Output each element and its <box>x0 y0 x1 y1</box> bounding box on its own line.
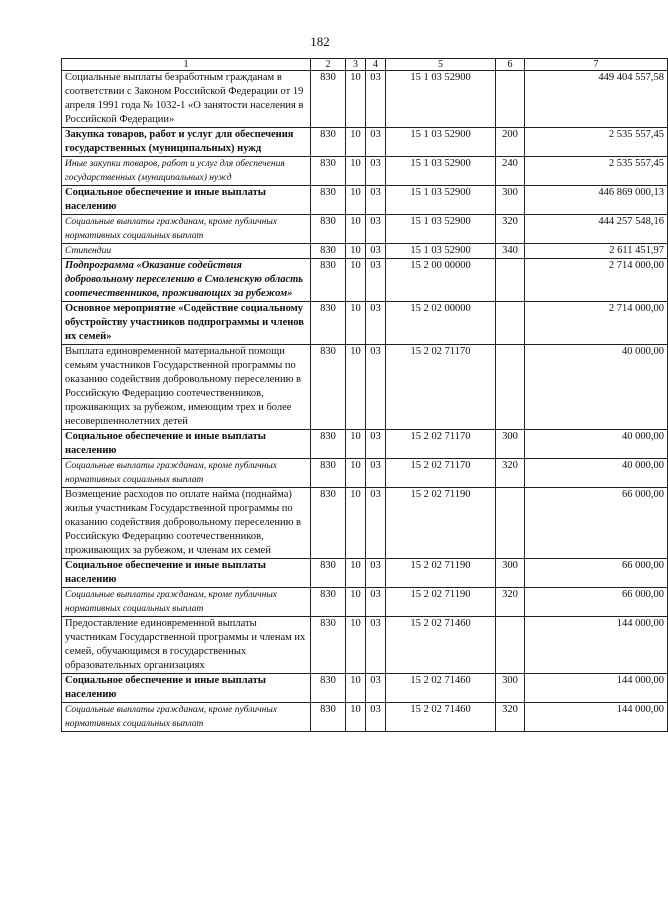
row-expense-type-cell: 300 <box>496 430 525 459</box>
table-row <box>62 186 668 215</box>
header-cell: 5 <box>386 59 496 71</box>
row-amount-cell: 2 714 000,00 <box>525 259 668 302</box>
row-admin-code-cell: 830 <box>311 157 346 186</box>
row-target-code-cell: 15 2 00 00000 <box>386 259 496 302</box>
row-admin-code-cell: 830 <box>311 674 346 703</box>
table-row <box>62 157 668 186</box>
table-body <box>62 59 668 732</box>
row-admin-code-cell: 830 <box>311 345 346 430</box>
row-target-code-cell: 15 1 03 52900 <box>386 244 496 259</box>
header-cell: 4 <box>366 59 386 71</box>
table-row <box>62 488 668 559</box>
row-expense-type-cell: 300 <box>496 674 525 703</box>
row-amount-cell: 144 000,00 <box>525 617 668 674</box>
row-subsection-cell: 03 <box>366 703 386 732</box>
row-name-cell: Выплата единовременной материальной помощи семьям участников Государственной программы по оказанию содействия добровольному переселению в Российскую Федерацию соотечественников, проживающих за рубежом, имеющим трех и более несовершеннолетних детей <box>62 345 311 430</box>
row-subsection-cell: 03 <box>366 345 386 430</box>
row-target-code-cell: 15 1 03 52900 <box>386 186 496 215</box>
row-section-cell: 10 <box>346 430 366 459</box>
row-expense-type-cell <box>496 302 525 345</box>
row-section-cell: 10 <box>346 617 366 674</box>
row-amount-cell: 144 000,00 <box>525 674 668 703</box>
row-target-code-cell: 15 2 02 71190 <box>386 588 496 617</box>
table-row <box>62 559 668 588</box>
row-amount-cell: 40 000,00 <box>525 345 668 430</box>
row-section-cell: 10 <box>346 215 366 244</box>
row-name-cell: Социальные выплаты гражданам, кроме публичных нормативных социальных выплат <box>62 215 311 244</box>
row-section-cell: 10 <box>346 559 366 588</box>
row-expense-type-cell <box>496 345 525 430</box>
row-section-cell: 10 <box>346 259 366 302</box>
table-row <box>62 259 668 302</box>
row-subsection-cell: 03 <box>366 157 386 186</box>
table-header-row <box>62 59 668 71</box>
row-section-cell: 10 <box>346 703 366 732</box>
row-section-cell: 10 <box>346 71 366 128</box>
row-expense-type-cell: 340 <box>496 244 525 259</box>
row-subsection-cell: 03 <box>366 128 386 157</box>
row-subsection-cell: 03 <box>366 588 386 617</box>
row-expense-type-cell: 320 <box>496 459 525 488</box>
row-section-cell: 10 <box>346 186 366 215</box>
row-target-code-cell: 15 2 02 00000 <box>386 302 496 345</box>
row-expense-type-cell <box>496 488 525 559</box>
row-subsection-cell: 03 <box>366 302 386 345</box>
header-cell: 2 <box>311 59 346 71</box>
row-target-code-cell: 15 1 03 52900 <box>386 71 496 128</box>
row-amount-cell: 2 611 451,97 <box>525 244 668 259</box>
row-section-cell: 10 <box>346 488 366 559</box>
row-expense-type-cell: 200 <box>496 128 525 157</box>
header-cell: 6 <box>496 59 525 71</box>
row-admin-code-cell: 830 <box>311 488 346 559</box>
table-row <box>62 674 668 703</box>
row-admin-code-cell: 830 <box>311 430 346 459</box>
row-amount-cell: 40 000,00 <box>525 459 668 488</box>
row-admin-code-cell: 830 <box>311 71 346 128</box>
row-expense-type-cell: 300 <box>496 559 525 588</box>
row-admin-code-cell: 830 <box>311 559 346 588</box>
row-name-cell: Социальное обеспечение и иные выплаты населению <box>62 559 311 588</box>
row-amount-cell: 449 404 557,58 <box>525 71 668 128</box>
row-name-cell: Подпрограмма «Оказание содействия добровольному переселению в Смоленскую область соотечественников, проживающих за рубежом» <box>62 259 311 302</box>
row-amount-cell: 40 000,00 <box>525 430 668 459</box>
row-target-code-cell: 15 2 02 71170 <box>386 430 496 459</box>
table-row <box>62 617 668 674</box>
table-row <box>62 430 668 459</box>
row-expense-type-cell <box>496 259 525 302</box>
row-target-code-cell: 15 2 02 71190 <box>386 488 496 559</box>
row-expense-type-cell <box>496 71 525 128</box>
row-section-cell: 10 <box>346 588 366 617</box>
row-subsection-cell: 03 <box>366 559 386 588</box>
row-name-cell: Социальные выплаты гражданам, кроме публичных нормативных социальных выплат <box>62 459 311 488</box>
row-name-cell: Социальные выплаты гражданам, кроме публичных нормативных социальных выплат <box>62 588 311 617</box>
row-name-cell: Социальное обеспечение и иные выплаты населению <box>62 674 311 703</box>
row-target-code-cell: 15 1 03 52900 <box>386 128 496 157</box>
row-subsection-cell: 03 <box>366 186 386 215</box>
row-target-code-cell: 15 1 03 52900 <box>386 215 496 244</box>
row-name-cell: Основное мероприятие «Содействие социальному обустройству участников подпрограммы и членов их семей» <box>62 302 311 345</box>
row-target-code-cell: 15 1 03 52900 <box>386 157 496 186</box>
page-number: 182 <box>310 34 330 49</box>
row-admin-code-cell: 830 <box>311 244 346 259</box>
row-section-cell: 10 <box>346 244 366 259</box>
row-admin-code-cell: 830 <box>311 259 346 302</box>
row-name-cell: Стипендии <box>62 244 311 259</box>
table-row <box>62 302 668 345</box>
row-expense-type-cell: 240 <box>496 157 525 186</box>
row-admin-code-cell: 830 <box>311 215 346 244</box>
row-section-cell: 10 <box>346 128 366 157</box>
row-name-cell: Возмещение расходов по оплате найма (поднайма) жилья участникам Государственной программы по оказанию содействия добровольному переселению в Российскую Федерацию соотечественников, проживающих за рубежом, и членам их семей <box>62 488 311 559</box>
header-cell: 7 <box>525 59 668 71</box>
row-amount-cell: 66 000,00 <box>525 588 668 617</box>
row-name-cell: Социальное обеспечение и иные выплаты населению <box>62 430 311 459</box>
row-subsection-cell: 03 <box>366 71 386 128</box>
row-name-cell: Иные закупки товаров, работ и услуг для обеспечения государственных (муниципальных) нужд <box>62 157 311 186</box>
header-cell: 1 <box>62 59 311 71</box>
row-amount-cell: 66 000,00 <box>525 559 668 588</box>
row-subsection-cell: 03 <box>366 430 386 459</box>
row-name-cell: Социальное обеспечение и иные выплаты населению <box>62 186 311 215</box>
row-admin-code-cell: 830 <box>311 617 346 674</box>
row-expense-type-cell <box>496 617 525 674</box>
row-target-code-cell: 15 2 02 71460 <box>386 674 496 703</box>
row-section-cell: 10 <box>346 674 366 703</box>
table-row <box>62 345 668 430</box>
row-amount-cell: 2 714 000,00 <box>525 302 668 345</box>
row-expense-type-cell: 320 <box>496 588 525 617</box>
table-row <box>62 588 668 617</box>
row-section-cell: 10 <box>346 459 366 488</box>
row-amount-cell: 446 869 000,13 <box>525 186 668 215</box>
row-target-code-cell: 15 2 02 71170 <box>386 459 496 488</box>
row-expense-type-cell: 320 <box>496 703 525 732</box>
table-row <box>62 459 668 488</box>
row-name-cell: Социальные выплаты гражданам, кроме публичных нормативных социальных выплат <box>62 703 311 732</box>
row-expense-type-cell: 300 <box>496 186 525 215</box>
row-target-code-cell: 15 2 02 71460 <box>386 617 496 674</box>
row-subsection-cell: 03 <box>366 617 386 674</box>
row-target-code-cell: 15 2 02 71460 <box>386 703 496 732</box>
row-subsection-cell: 03 <box>366 244 386 259</box>
table-row <box>62 703 668 732</box>
row-amount-cell: 444 257 548,16 <box>525 215 668 244</box>
row-section-cell: 10 <box>346 302 366 345</box>
header-cell: 3 <box>346 59 366 71</box>
row-amount-cell: 66 000,00 <box>525 488 668 559</box>
row-target-code-cell: 15 2 02 71190 <box>386 559 496 588</box>
row-section-cell: 10 <box>346 345 366 430</box>
row-subsection-cell: 03 <box>366 488 386 559</box>
row-amount-cell: 2 535 557,45 <box>525 128 668 157</box>
row-amount-cell: 144 000,00 <box>525 703 668 732</box>
row-expense-type-cell: 320 <box>496 215 525 244</box>
row-amount-cell: 2 535 557,45 <box>525 157 668 186</box>
row-admin-code-cell: 830 <box>311 128 346 157</box>
row-admin-code-cell: 830 <box>311 459 346 488</box>
row-admin-code-cell: 830 <box>311 302 346 345</box>
row-admin-code-cell: 830 <box>311 703 346 732</box>
row-subsection-cell: 03 <box>366 459 386 488</box>
table-row <box>62 215 668 244</box>
table-row <box>62 71 668 128</box>
row-subsection-cell: 03 <box>366 259 386 302</box>
table-row <box>62 128 668 157</box>
budget-table <box>61 58 668 732</box>
table-row <box>62 244 668 259</box>
row-name-cell: Предоставление единовременной выплаты участникам Государственной программы и членам их семей, обучающимся в государственных образовательных организациях <box>62 617 311 674</box>
row-subsection-cell: 03 <box>366 215 386 244</box>
row-name-cell: Закупка товаров, работ и услуг для обеспечения государственных (муниципальных) нужд <box>62 128 311 157</box>
row-admin-code-cell: 830 <box>311 186 346 215</box>
row-name-cell: Социальные выплаты безработным гражданам в соответствии с Законом Российской Федерации от 19 апреля 1991 года № 1032-1 «О занятости населения в Российской Федерации» <box>62 71 311 128</box>
row-section-cell: 10 <box>346 157 366 186</box>
row-admin-code-cell: 830 <box>311 588 346 617</box>
row-subsection-cell: 03 <box>366 674 386 703</box>
row-target-code-cell: 15 2 02 71170 <box>386 345 496 430</box>
